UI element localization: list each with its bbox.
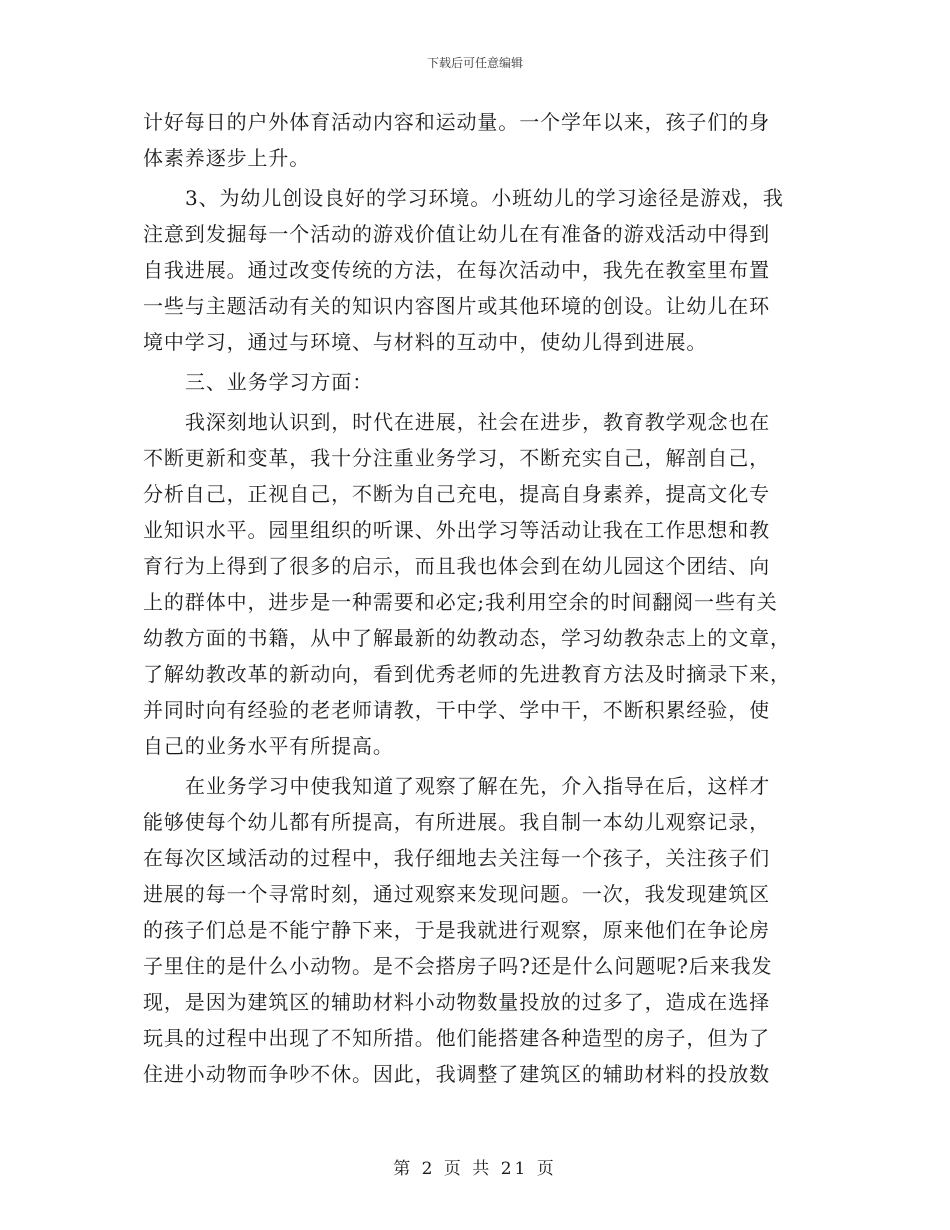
text-line: 幼教方面的书籍，从中了解最新的幼教动态，学习幼教杂志上的文章， — [143, 626, 791, 650]
text-line: 子里住的是什么小动物。是不会搭房子吗?还是什么问题呢?后来我发 — [143, 954, 773, 978]
paragraph-3 — [143, 404, 807, 764]
text-line: 分析自己，正视自己，不断为自己充电，提高自身素养，提高文化专 — [143, 482, 770, 506]
text-line: 能够使每个幼儿都有所提高，有所进展。我自制一本幼儿观察记录， — [143, 810, 770, 834]
document-body — [143, 104, 807, 1092]
text-line: 上的群体中，进步是一种需要和必定;我利用空余的时间翻阅一些有关 — [143, 590, 778, 614]
text-line: 自我进展。通过改变传统的方法，在每次活动中，我先在教室里布置 — [143, 258, 770, 282]
text-line: 进展的每一个寻常时刻，通过观察来发现问题。一次，我发现建筑区 — [143, 882, 770, 906]
text-line: 3、为幼儿创设良好的学习环境。小班幼儿的学习途径是游戏，我 — [185, 186, 784, 210]
text-line: 自己的业务水平有所提高。 — [143, 734, 394, 758]
text-line: 境中学习，通过与环境、与材料的互动中，使幼儿得到进展。 — [143, 330, 708, 354]
text-line: 我深刻地认识到，时代在进展，社会在进步，教育教学观念也在 — [185, 410, 771, 434]
text-line: 育行为上得到了很多的启示，而且我也体会到在幼儿园这个团结、向 — [143, 554, 770, 578]
paragraph-4 — [143, 768, 807, 1092]
text-line: 住进小动物而争吵不休。因此，我调整了建筑区的辅助材料的投放数 — [143, 1062, 770, 1086]
text-line: 体素养逐步上升。 — [143, 146, 311, 170]
paragraph-1 — [143, 104, 807, 176]
heading-line: 三、业务学习方面： — [185, 370, 374, 394]
page-number-footer: 第 2 页 共 21 页 — [393, 1159, 557, 1179]
text-line: 现，是因为建筑区的辅助材料小动物数量投放的过多了，造成在选择 — [143, 990, 770, 1014]
text-line: 不断更新和变革，我十分注重业务学习，不断充实自己，解剖自己， — [143, 446, 770, 470]
text-line: 在每次区域活动的过程中，我仔细地去关注每一个孩子，关注孩子们 — [143, 846, 770, 870]
text-line: 计好每日的户外体育活动内容和运动量。一个学年以来，孩子们的身 — [143, 110, 770, 134]
text-line: 一些与主题活动有关的知识内容图片或其他环境的创设。让幼儿在环 — [143, 294, 770, 318]
text-line: 在业务学习中使我知道了观察了解在先，介入指导在后，这样才 — [185, 774, 771, 798]
section-heading — [143, 364, 807, 400]
paragraph-2 — [143, 180, 807, 360]
text-line: 玩具的过程中出现了不知所措。他们能搭建各种造型的房子，但为了 — [143, 1026, 770, 1050]
text-line: 业知识水平。园里组织的听课、外出学习等活动让我在工作思想和教 — [143, 518, 770, 542]
text-line: 了解幼教改革的新动向，看到优秀老师的先进教育方法及时摘录下来， — [143, 662, 791, 686]
text-line: 并同时向有经验的老老师请教，干中学、学中干，不断积累经验，使 — [143, 698, 770, 722]
text-line: 的孩子们总是不能宁静下来，于是我就进行观察，原来他们在争论房 — [143, 918, 770, 942]
page-header: 下载后可任意编辑 — [426, 56, 523, 70]
text-line: 注意到发掘每一个活动的游戏价值让幼儿在有准备的游戏活动中得到 — [143, 222, 770, 246]
